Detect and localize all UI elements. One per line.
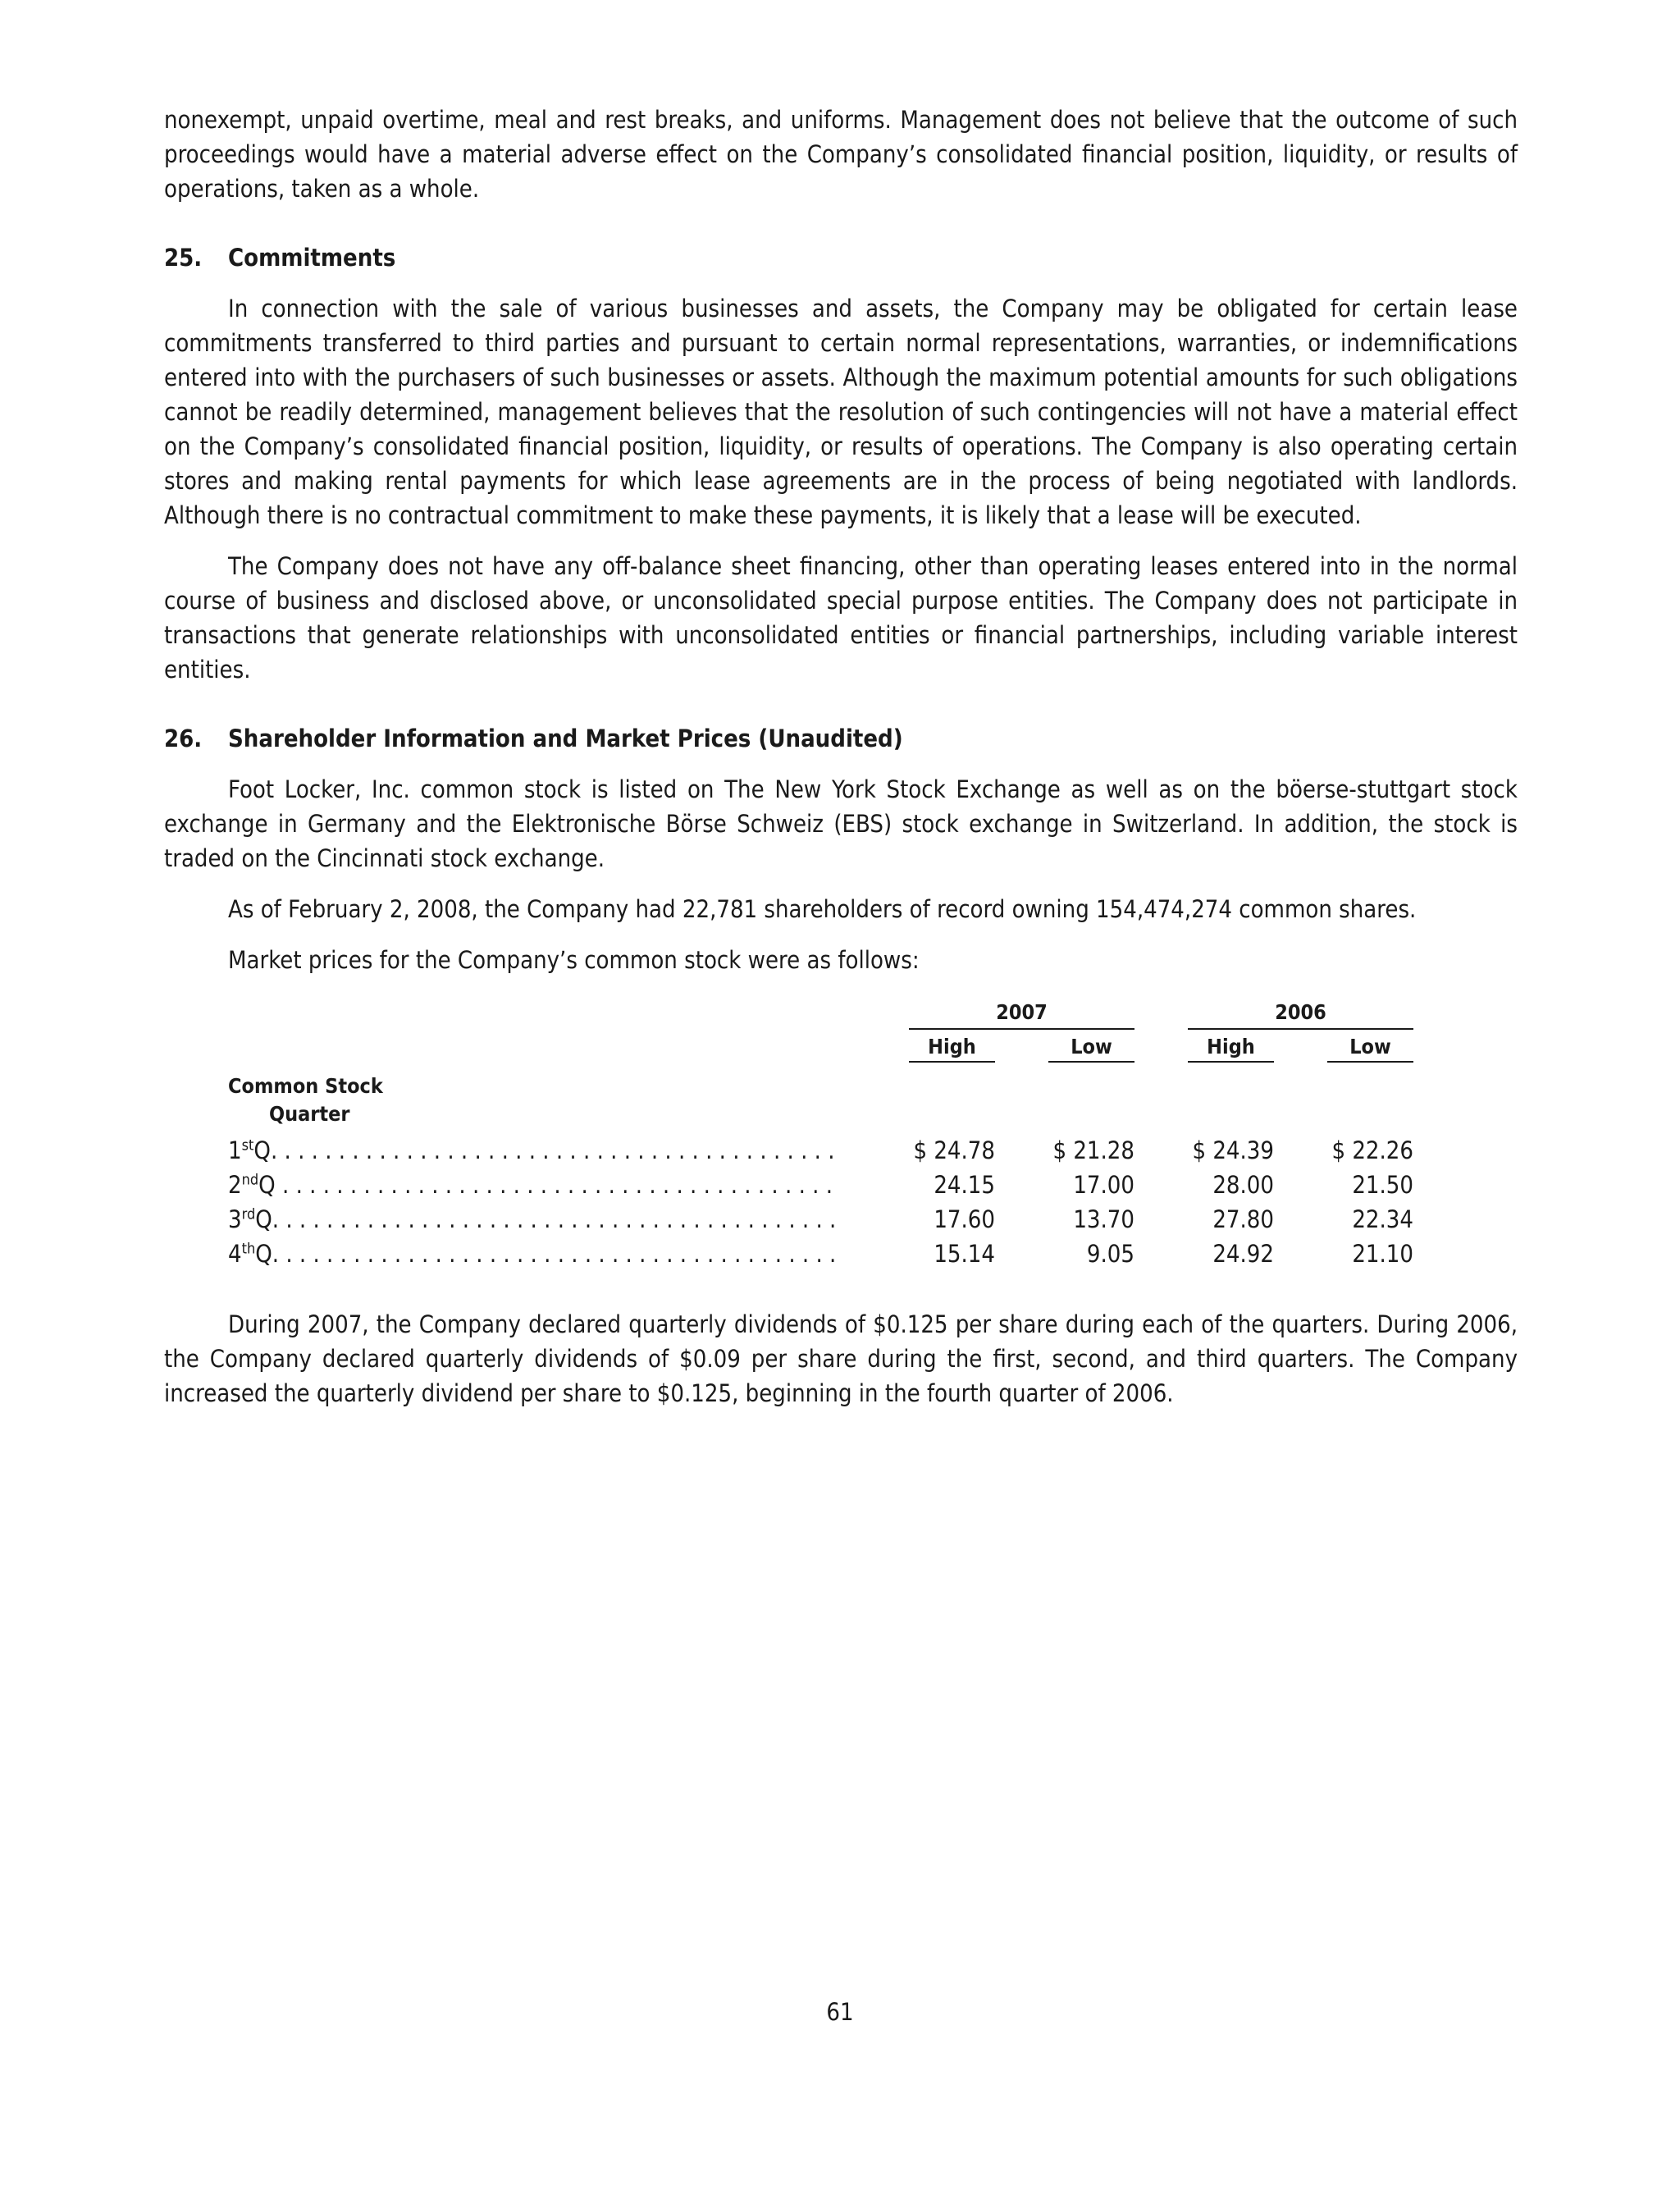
year-header-row	[228, 997, 1413, 1029]
table-row	[228, 1202, 1413, 1237]
intro-paragraph: nonexempt, unpaid overtime, meal and rest breaks, and uniforms. Management does not believe that the outcome of such proceedings would have a material adverse effect on the Company’s consolidated financial position, liquidity, or results of operations, taken as a whole.	[164, 106, 1518, 203]
low-2007-cell: 13.70	[1073, 1205, 1134, 1233]
quarter-label-row	[228, 1100, 1413, 1133]
low-2006-cell: 21.10	[1352, 1240, 1413, 1268]
section-26-title: Shareholder Information and Market Prices (Unaudited)	[228, 725, 903, 752]
dot-leader: . . . . . . . . . . . . . . . . . . . . . . . . . . . . . . . . . . . . . . . . . .	[270, 1136, 835, 1164]
high-2007-cell: $ 24.78	[913, 1136, 995, 1164]
low-2007-cell: $ 21.28	[1052, 1136, 1134, 1164]
section-26-paragraph-1: Foot Locker, Inc. common stock is listed on The New York Stock Exchange as well as on the böerse-stuttgart stock exchange in Germany and the Elektronische Börse Schweiz (EBS) stock exchange in Switzerland. In addition, the stock is traded on the Cincinnati stock exchange.	[164, 775, 1518, 872]
high-2006-cell: $ 24.39	[1192, 1136, 1274, 1164]
high-2006-cell: 28.00	[1212, 1171, 1274, 1199]
column-header-row	[228, 1029, 1413, 1064]
quarter-cell: 2ndQ . . . . . . . . . . . . . . . . . . . . . . . . . . . . . . . . . . . . . . . . .	[228, 1171, 833, 1199]
section-26-paragraph-3: Market prices for the Company’s common stock were as follows:	[228, 946, 920, 974]
section-26-paragraph-2: As of February 2, 2008, the Company had 22,781 shareholders of record owning 154,474,274 common shares.	[228, 895, 1417, 923]
common-stock-label-row	[228, 1064, 1413, 1100]
high-2006-header: High	[1188, 1033, 1274, 1063]
low-2006-cell: $ 22.26	[1331, 1136, 1413, 1164]
section-25-title: Commitments	[228, 244, 396, 272]
common-stock-label: Common Stock	[228, 1074, 383, 1098]
quarter-label: Quarter	[269, 1102, 350, 1126]
market-prices-table	[228, 997, 1413, 1271]
table-row	[228, 1133, 1413, 1168]
low-2007-cell: 9.05	[1086, 1240, 1134, 1268]
table-row	[228, 1168, 1413, 1202]
section-26-number: 26.	[164, 725, 203, 752]
high-2007-cell: 24.15	[934, 1171, 995, 1199]
dot-leader: . . . . . . . . . . . . . . . . . . . . . . . . . . . . . . . . . . . . . . . . . .	[272, 1240, 837, 1268]
year-2007-header: 2007	[909, 997, 1134, 1029]
section-26-heading	[164, 721, 1518, 756]
quarter-cell: 4thQ. . . . . . . . . . . . . . . . . . . . . . . . . . . . . . . . . . . . . . . . . .	[228, 1240, 837, 1268]
table-row	[228, 1237, 1413, 1271]
low-2006-header: Low	[1327, 1033, 1413, 1063]
high-2007-header: High	[909, 1033, 995, 1063]
year-2006-header: 2006	[1188, 997, 1413, 1029]
dot-leader: . . . . . . . . . . . . . . . . . . . . . . . . . . . . . . . . . . . . . . . . . .	[272, 1205, 837, 1233]
dot-leader: . . . . . . . . . . . . . . . . . . . . . . . . . . . . . . . . . . . . . . . . .	[275, 1171, 833, 1199]
page-number: 61	[826, 1998, 854, 2026]
high-2007-cell: 17.60	[934, 1205, 995, 1233]
high-2006-cell: 24.92	[1212, 1240, 1274, 1268]
low-2006-cell: 21.50	[1352, 1171, 1413, 1199]
high-2006-cell: 27.80	[1212, 1205, 1274, 1233]
low-2006-cell: 22.34	[1352, 1205, 1413, 1233]
quarter-cell: 1stQ. . . . . . . . . . . . . . . . . . . . . . . . . . . . . . . . . . . . . . . . . .	[228, 1136, 835, 1164]
section-25-number: 25.	[164, 244, 203, 272]
section-25-paragraph-2: The Company does not have any off-balance sheet financing, other than operating leases entered into in the normal course of business and disclosed above, or unconsolidated special purpose entities. The Company does not participate in transactions that generate relationships with unconsolidated entities or financial partnerships, including variable interest entities.	[164, 552, 1518, 684]
section-25-paragraph-1: In connection with the sale of various businesses and assets, the Company may be obligated for certain lease commitments transferred to third parties and pursuant to certain normal representations, warranties, or indemnifications entered into with the purchasers of such businesses or assets. Although the maximum potential amounts for such obligations cannot be readily determined, management believes that the resolution of such contingencies will not have a material effect on the Company’s consolidated financial position, liquidity, or results of operations. The Company is also operating certain stores and making rental payments for which lease agreements are in the process of being negotiated with landlords. Although there is no contractual commitment to make these payments, it is likely that a lease will be executed.	[164, 295, 1518, 529]
low-2007-header: Low	[1048, 1033, 1134, 1063]
quarter-cell: 3rdQ. . . . . . . . . . . . . . . . . . . . . . . . . . . . . . . . . . . . . . . . . .	[228, 1205, 837, 1233]
high-2007-cell: 15.14	[934, 1240, 995, 1268]
section-25-heading	[164, 240, 1518, 275]
section-26-paragraph-4: During 2007, the Company declared quarterly dividends of $0.125 per share during each of the quarters. During 2006, the Company declared quarterly dividends of $0.09 per share during the first, second, and third quarters. The Company increased the quarterly dividend per share to $0.125, beginning in the fourth quarter of 2006.	[164, 1310, 1518, 1407]
low-2007-cell: 17.00	[1073, 1171, 1134, 1199]
page-content	[164, 103, 1518, 1410]
